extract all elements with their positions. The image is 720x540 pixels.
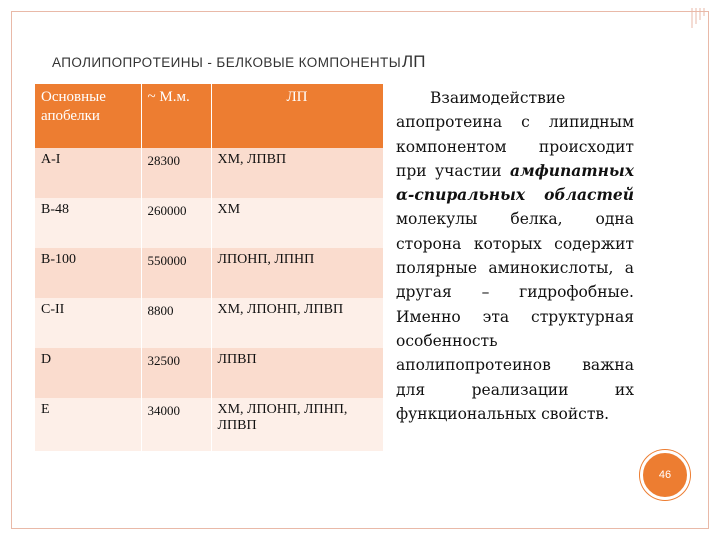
- cell-mass: 8800: [141, 298, 211, 348]
- table-row: [35, 198, 383, 248]
- cell-apo: B-100: [35, 248, 141, 298]
- cell-apo: E: [35, 398, 141, 451]
- header-lipoproteins: ЛП: [211, 84, 383, 148]
- corner-decoration: [686, 8, 712, 34]
- cell-lp: ХМ: [211, 198, 383, 248]
- cell-mass: 34000: [141, 398, 211, 451]
- cell-lp: ЛПОНП, ЛПНП: [211, 248, 383, 298]
- cell-lp: ЛПВП: [211, 348, 383, 398]
- cell-apo: C-II: [35, 298, 141, 348]
- description-part-1: Взаимодействие апопротеина с липидным компонентом происходит при участии: [396, 89, 634, 180]
- apoprotein-table: [35, 84, 384, 451]
- table-row: [35, 298, 383, 348]
- description-text: [396, 86, 634, 426]
- slide-title: [52, 52, 425, 72]
- description-emphasis: амфипатных α-спиральных областей: [396, 160, 634, 205]
- description-part-2: молекулы белка, одна сторона которых содержит полярные аминокислоты, а другая – гидрофобные. Именно эта структурная особенность аполипопротеинов важна для реализации их функциональных свойств.: [396, 210, 634, 423]
- table-row: [35, 398, 383, 451]
- table-row: [35, 248, 383, 298]
- cell-mass: 550000: [141, 248, 211, 298]
- cell-apo: A-I: [35, 148, 141, 198]
- cell-lp: ХМ, ЛПВП: [211, 148, 383, 198]
- cell-apo: B-48: [35, 198, 141, 248]
- cell-mass: 260000: [141, 198, 211, 248]
- cell-lp: ХМ, ЛПОНП, ЛПНП, ЛПВП: [211, 398, 383, 451]
- cell-lp: ХМ, ЛПОНП, ЛПВП: [211, 298, 383, 348]
- slide-title-main: АПОЛИПОПРОТЕИНЫ - БЕЛКОВЫЕ КОМПОНЕНТЫ: [52, 55, 402, 70]
- slide-title-suffix: ЛП: [402, 52, 426, 71]
- page-number-badge: 46: [640, 450, 690, 500]
- header-apoproteins: Основные апобелки: [35, 84, 141, 148]
- table-row: [35, 348, 383, 398]
- table-header-row: [35, 84, 383, 148]
- table-row: [35, 148, 383, 198]
- cell-mass: 32500: [141, 348, 211, 398]
- header-molecular-mass: ~ М.м.: [141, 84, 211, 148]
- cell-apo: D: [35, 348, 141, 398]
- cell-mass: 28300: [141, 148, 211, 198]
